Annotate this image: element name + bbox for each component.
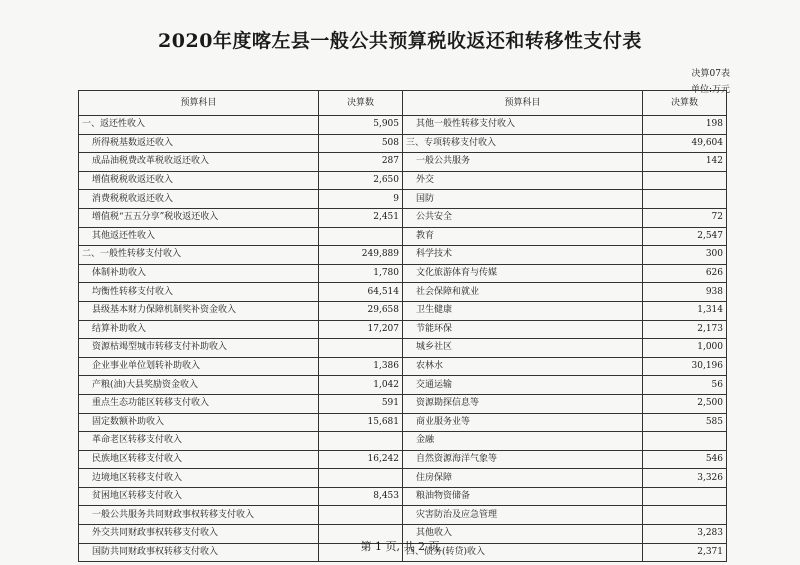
right-amount-cell (643, 171, 727, 190)
table-row (79, 432, 727, 451)
right-item-cell: 其他一般性转移支付收入 (403, 116, 643, 135)
left-amount-cell: 2,451 (319, 208, 403, 227)
right-amount-cell: 142 (643, 153, 727, 172)
right-amount-cell: 2,173 (643, 320, 727, 339)
table-row (79, 190, 727, 209)
header-right-amount: 决算数 (643, 91, 727, 116)
left-item-cell: 其他返还性收入 (79, 227, 319, 246)
right-amount-cell: 1,314 (643, 301, 727, 320)
right-item-cell: 资源勘探信息等 (403, 394, 643, 413)
right-item-cell: 国防 (403, 190, 643, 209)
header-left-item: 预算科目 (79, 91, 319, 116)
table-row (79, 506, 727, 525)
left-item-cell: 一般公共服务共同财政事权转移支付收入 (79, 506, 319, 525)
budget-table (78, 90, 727, 562)
table-row (79, 264, 727, 283)
right-amount-cell: 72 (643, 208, 727, 227)
left-item-cell: 固定数额补助收入 (79, 413, 319, 432)
left-amount-cell: 5,905 (319, 116, 403, 135)
right-item-cell: 商业服务业等 (403, 413, 643, 432)
table-row (79, 283, 727, 302)
page-number: 第 1 页, 共 2 页 (360, 540, 440, 553)
left-amount-cell: 17,207 (319, 320, 403, 339)
table-row (79, 394, 727, 413)
left-item-cell: 国防共同财政事权转移支付收入 (79, 543, 319, 562)
right-amount-cell: 300 (643, 246, 727, 265)
right-item-cell: 农林水 (403, 357, 643, 376)
left-amount-cell: 1,386 (319, 357, 403, 376)
left-amount-cell (319, 227, 403, 246)
left-item-cell: 体制补助收入 (79, 264, 319, 283)
left-item-cell: 一、返还性收入 (79, 116, 319, 135)
table-row (79, 134, 727, 153)
right-item-cell: 外交 (403, 171, 643, 190)
right-amount-cell: 3,283 (643, 525, 727, 544)
left-item-cell: 所得税基数返还收入 (79, 134, 319, 153)
left-item-cell: 成品油税费改革税收返还收入 (79, 153, 319, 172)
left-item-cell: 产粮(油)大县奖励资金收入 (79, 376, 319, 395)
table-row (79, 301, 727, 320)
right-amount-cell: 2,371 (643, 543, 727, 562)
left-item-cell: 企业事业单位划转补助收入 (79, 357, 319, 376)
right-amount-cell: 938 (643, 283, 727, 302)
table-row (79, 413, 727, 432)
table-row (79, 450, 727, 469)
right-amount-cell: 2,547 (643, 227, 727, 246)
table-row (79, 208, 727, 227)
left-item-cell: 消费税税收返还收入 (79, 190, 319, 209)
left-item-cell: 民族地区转移支付收入 (79, 450, 319, 469)
left-amount-cell (319, 339, 403, 358)
left-item-cell: 革命老区转移支付收入 (79, 432, 319, 451)
right-item-cell: 社会保障和就业 (403, 283, 643, 302)
left-item-cell: 外交共同财政事权转移支付收入 (79, 525, 319, 544)
right-item-cell: 住房保障 (403, 469, 643, 488)
left-amount-cell: 591 (319, 394, 403, 413)
table-body (79, 116, 727, 562)
right-item-cell: 卫生健康 (403, 301, 643, 320)
right-item-cell: 公共安全 (403, 208, 643, 227)
left-amount-cell: 64,514 (319, 283, 403, 302)
left-item-cell: 贫困地区转移支付收入 (79, 487, 319, 506)
left-item-cell: 增值税“五五分享”税收返还收入 (79, 208, 319, 227)
form-number: 决算07表 (691, 69, 730, 79)
table-row (79, 357, 727, 376)
table-row (79, 171, 727, 190)
right-amount-cell: 49,604 (643, 134, 727, 153)
left-amount-cell (319, 469, 403, 488)
right-item-cell: 四、债务(转贷)收入 (403, 543, 643, 562)
right-amount-cell: 1,000 (643, 339, 727, 358)
right-amount-cell: 3,326 (643, 469, 727, 488)
left-amount-cell: 1,780 (319, 264, 403, 283)
right-item-cell: 节能环保 (403, 320, 643, 339)
right-amount-cell: 546 (643, 450, 727, 469)
left-item-cell: 重点生态功能区转移支付收入 (79, 394, 319, 413)
left-item-cell: 资源枯竭型城市转移支付补助收入 (79, 339, 319, 358)
left-amount-cell (319, 432, 403, 451)
left-amount-cell: 15,681 (319, 413, 403, 432)
table-row (79, 320, 727, 339)
right-item-cell: 金融 (403, 432, 643, 451)
unit-label: 单位:万元 (690, 85, 730, 95)
right-item-cell: 其他收入 (403, 525, 643, 544)
left-amount-cell: 29,658 (319, 301, 403, 320)
table-row (79, 246, 727, 265)
right-item-cell: 交通运输 (403, 376, 643, 395)
table-row (79, 376, 727, 395)
right-amount-cell (643, 487, 727, 506)
left-amount-cell: 9 (319, 190, 403, 209)
right-item-cell: 城乡社区 (403, 339, 643, 358)
right-item-cell: 文化旅游体育与传媒 (403, 264, 643, 283)
header-right-item: 预算科目 (403, 91, 643, 116)
table-row (79, 116, 727, 135)
table-header-row (79, 91, 727, 116)
right-amount-cell (643, 432, 727, 451)
right-amount-cell: 30,196 (643, 357, 727, 376)
right-item-cell: 一般公共服务 (403, 153, 643, 172)
left-amount-cell: 2,650 (319, 171, 403, 190)
left-amount-cell (319, 506, 403, 525)
right-amount-cell (643, 190, 727, 209)
right-item-cell: 三、专项转移支付收入 (403, 134, 643, 153)
table-row (79, 227, 727, 246)
table-row (79, 153, 727, 172)
right-item-cell: 粮油物资储备 (403, 487, 643, 506)
right-item-cell: 教育 (403, 227, 643, 246)
left-amount-cell: 16,242 (319, 450, 403, 469)
left-amount-cell: 508 (319, 134, 403, 153)
right-item-cell: 科学技术 (403, 246, 643, 265)
left-amount-cell: 287 (319, 153, 403, 172)
right-amount-cell: 56 (643, 376, 727, 395)
right-amount-cell: 585 (643, 413, 727, 432)
left-item-cell: 边境地区转移支付收入 (79, 469, 319, 488)
right-amount-cell (643, 506, 727, 525)
right-item-cell: 自然资源海洋气象等 (403, 450, 643, 469)
table-row (79, 469, 727, 488)
left-item-cell: 均衡性转移支付收入 (79, 283, 319, 302)
table-row (79, 487, 727, 506)
left-item-cell: 二、一般性转移支付收入 (79, 246, 319, 265)
left-amount-cell: 1,042 (319, 376, 403, 395)
right-amount-cell: 626 (643, 264, 727, 283)
header-left-amount: 决算数 (319, 91, 403, 116)
left-amount-cell: 249,889 (319, 246, 403, 265)
right-item-cell: 灾害防治及应急管理 (403, 506, 643, 525)
left-amount-cell: 8,453 (319, 487, 403, 506)
right-amount-cell: 2,500 (643, 394, 727, 413)
left-item-cell: 县级基本财力保障机制奖补资金收入 (79, 301, 319, 320)
left-item-cell: 增值税税收返还收入 (79, 171, 319, 190)
table-row (79, 339, 727, 358)
page-title: 2020年度喀左县一般公共预算税收返还和转移性支付表 (158, 30, 642, 52)
left-item-cell: 结算补助收入 (79, 320, 319, 339)
right-amount-cell: 198 (643, 116, 727, 135)
